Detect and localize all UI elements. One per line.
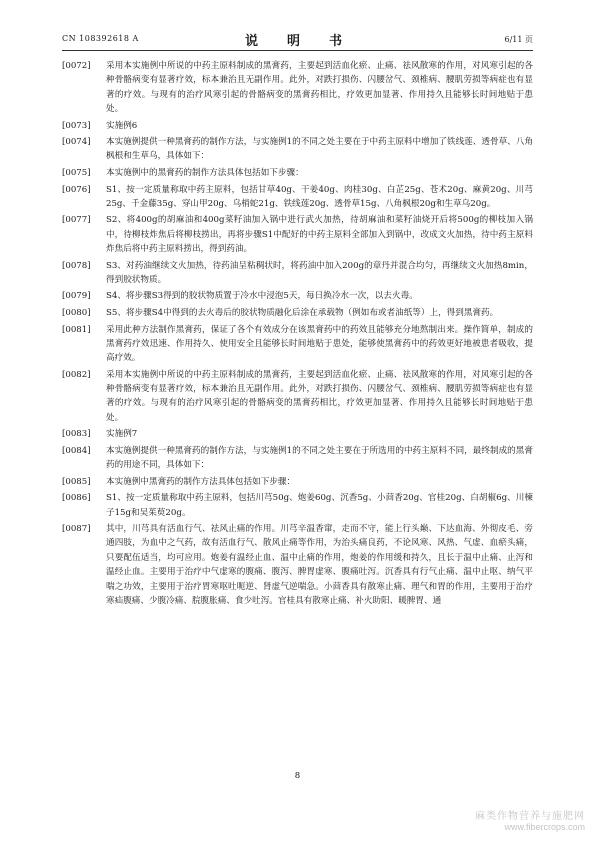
paragraph	[62, 444, 533, 473]
paragraph-number: [0078]	[62, 260, 91, 271]
document-header	[62, 30, 533, 51]
document-body	[62, 59, 533, 608]
paragraph-text: 本实施例中的黑膏药的制作方法具体包括如下步骤：	[106, 167, 304, 178]
paragraph	[62, 289, 533, 303]
paragraph-text: S5、将步骤S4中得到的去火毒后的胶状物质融化后涂在承载物（例如布或者油纸等）上，得到黑膏药。	[106, 308, 499, 318]
paragraph	[62, 213, 533, 256]
paragraph-text: S4、将步骤S3得到的胶状物质置于冷水中浸泡5天，每日换冷水一次，以去火毒。	[106, 291, 418, 302]
paragraph	[62, 59, 533, 116]
paragraph-text: 采用本实施例中所说的中药主原料制成的黑膏药，主要起到活血化瘀、止痛、祛风散寒的作用，对风寒引起的各种骨骼病变有显著疗效，标本兼治且无副作用。此外，对跌打损伤、闪腰岔气、颈椎病、腰肌劳损等病症也有显著的疗效。与现有的治疗风寒引起的骨骼病变的黑膏药相比，疗效更加显著、作用持久且能够长时间地贴于患处。	[106, 369, 533, 423]
watermark-site-name: 麻类作物营养与施肥网	[475, 811, 585, 822]
paragraph-text: S1、按一定质量称取中药主原料，包括甘草40g、干姜40g、肉桂30g、白芷25g、苍术20g、麻黄20g、川芎25g、千金藤35g、穿山甲20g、乌梢蛇21g、铁线莲20g、透骨草15g、八角枫根20g和生草乌20g。	[106, 184, 533, 209]
paragraph	[62, 119, 533, 133]
paragraph-text: 本实施例提供一种黑膏药的制作方法，与实施例1的不同之处主要在于中药主原料中增加了铁线莲、透骨草、八角枫根和生草乌，具体如下：	[106, 137, 533, 162]
watermark-url: www.fibercrops.com	[504, 822, 585, 832]
paragraph-number: [0075]	[62, 167, 91, 178]
paragraph-number: [0084]	[62, 445, 91, 456]
paragraph-number: [0086]	[62, 493, 91, 504]
paragraph-text: S3、对药油继续文火加热，待药油呈粘稠状时，将药油中加入200g的章丹并混合均匀，再继续文火加热8min，得到胶状物质。	[106, 260, 533, 285]
paragraph-text: 本实施例中黑膏药的制作方法具体包括如下步骤：	[106, 476, 296, 487]
paragraph-text: 采用此种方法制作黑膏药，保证了各个有效成分在该黑膏药中的药效且能够充分地熬制出来。操作简单，制成的黑膏药疗效迅速、作用持久、使用安全且能够长时间地贴于患处，能够使黑膏药中的药效更好地被患者吸收，提高疗效。	[106, 324, 533, 364]
paragraph-number: [0074]	[62, 137, 91, 148]
paragraph-number: [0082]	[62, 369, 91, 380]
section-heading: 实施例6	[106, 120, 138, 131]
paragraph	[62, 491, 533, 520]
paragraph-text: S1、按一定质量称取中药主原料，包括川芎50g、炮姜60g、沉香5g、小茴香20g、官桂20g、白胡椒6g、川楝子15g和吴茱萸20g。	[106, 493, 533, 518]
paragraph	[62, 522, 533, 608]
document-type-title: 说 明 书	[244, 34, 350, 49]
paragraph-number: [0079]	[62, 291, 91, 302]
paragraph-number: [0087]	[62, 524, 91, 535]
paragraph-number: [0076]	[62, 184, 91, 195]
page-number: 8	[294, 771, 301, 781]
paragraph	[62, 323, 533, 366]
patent-number: CN 108392618 A	[62, 34, 139, 43]
paragraph	[62, 475, 533, 489]
section-heading: 实施例7	[106, 429, 138, 440]
paragraph	[62, 259, 533, 288]
paragraph	[62, 166, 533, 180]
paragraph	[62, 306, 533, 320]
paragraph-number: [0085]	[62, 476, 91, 487]
paragraph	[62, 183, 533, 212]
paragraph-number: [0083]	[62, 429, 91, 440]
paragraph-text: 采用本实施例中所说的中药主原料制成的黑膏药，主要起到活血化瘀、止痛、祛风散寒的作用，对风寒引起的各种骨骼病变有显著疗效，标本兼治且无副作用。此外，对跌打损伤、闪腰岔气、颈椎病、腰肌劳损等病症也有显著的疗效。与现有的治疗风寒引起的骨骼病变的黑膏药相比，疗效更加显著、作用持久且能够长时间地贴于患处。	[106, 61, 533, 115]
page-indicator: 6/11 页	[504, 35, 533, 44]
paragraph-number: [0077]	[62, 215, 91, 226]
paragraph-number: [0081]	[62, 324, 91, 335]
paragraph-text: 其中，川芎具有活血行气、祛风止痛的作用。川芎辛温香窜，走而不守，能上行头巅、下达血海、外彻皮毛、旁通四肢，为血中之气药，故有活血行气、散风止痛等作用，为治头痛良药，不论风寒、风热、气虚、血瘀头痛，只要配伍适当，均可应用。炮姜有温经止血、温中止痛的作用，炮姜的作用缓和持久，且长于温中止痛、止泻和温经止血。主要用于治疗中气虚寒的腹痛、腹泻、脾胃虚寒、腹痛吐泻。沉香具有行气止痛、温中止呕、纳气平喘之功效，主要用于治疗胃寒呕吐呃逆、肾虚气逆喘急。小茴香具有散寒止痛、理气和胃的作用，主要用于治疗寒疝腹痛、少腹冷痛、脘腹胀痛、食少吐泻。官桂具有散寒止痛、补火助阳、暖脾胃、通	[106, 524, 533, 606]
paragraph	[62, 135, 533, 164]
paragraph-number: [0073]	[62, 120, 91, 131]
paragraph	[62, 427, 533, 441]
paragraph-text: S2、将400g的胡麻油和400g菜籽油加入锅中进行武火加热，待胡麻油和菜籽油烧开后将500g的柳枝加入锅中，待柳枝炸焦后将柳枝捞出，再将步骤S1中配好的中药主原料全部加入到锅中，改成文火加热，待中药主原料炸焦后将中药主原料捞出，得到药油。	[106, 215, 533, 255]
paragraph	[62, 368, 533, 425]
site-watermark	[475, 811, 585, 833]
paragraph-number: [0080]	[62, 308, 91, 318]
paragraph-number: [0072]	[62, 61, 91, 71]
paragraph-text: 本实施例提供一种黑膏药的制作方法，与实施例1的不同之处主要在于所选用的中药主原料不同，最终制成的黑膏药的用途不同，具体如下：	[106, 445, 533, 471]
